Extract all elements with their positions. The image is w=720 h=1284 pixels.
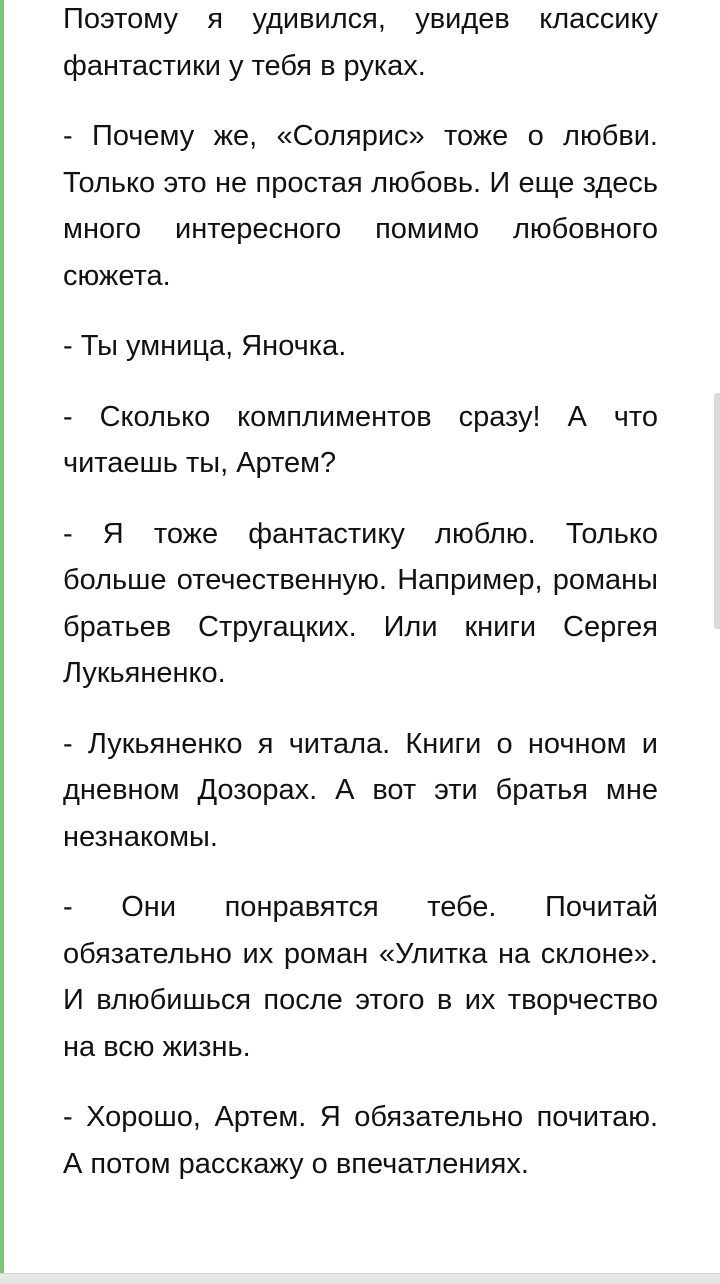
paragraph: - Я тоже фантастику люблю. Только больше отечественную. Например, романы братьев Стругацких. Или книги Сергея Лукьяненко. bbox=[63, 517, 658, 689]
text-column bbox=[63, 0, 658, 1211]
paragraph: - Ты умница, Яночка. bbox=[63, 330, 347, 362]
paragraph: Поэтому я удивился, увидев классику фантастики у тебя в руках. bbox=[63, 3, 658, 82]
scroll-indicator[interactable] bbox=[714, 393, 720, 629]
bottom-bar bbox=[0, 1273, 720, 1284]
paragraph: - Почему же, «Солярис» тоже о любви. Только это не простая любовь. И еще здесь много интересного помимо любовного сюжета. bbox=[63, 120, 658, 292]
paragraph: - Сколько комплиментов сразу! А что читаешь ты, Артем? bbox=[63, 400, 658, 479]
left-accent-bar bbox=[0, 0, 4, 1274]
paragraph: - Лукьяненко я читала. Книги о ночном и дневном Дозорах. А вот эти братья мне незнакомы. bbox=[63, 727, 658, 853]
paragraph: - Они понравятся тебе. Почитай обязательно их роман «Улитка на склоне». И влюбишься после этого в их творчество на всю жизнь. bbox=[63, 891, 658, 1063]
paragraph: - Хорошо, Артем. Я обязательно почитаю. А потом расскажу о впечатлениях. bbox=[63, 1101, 658, 1180]
